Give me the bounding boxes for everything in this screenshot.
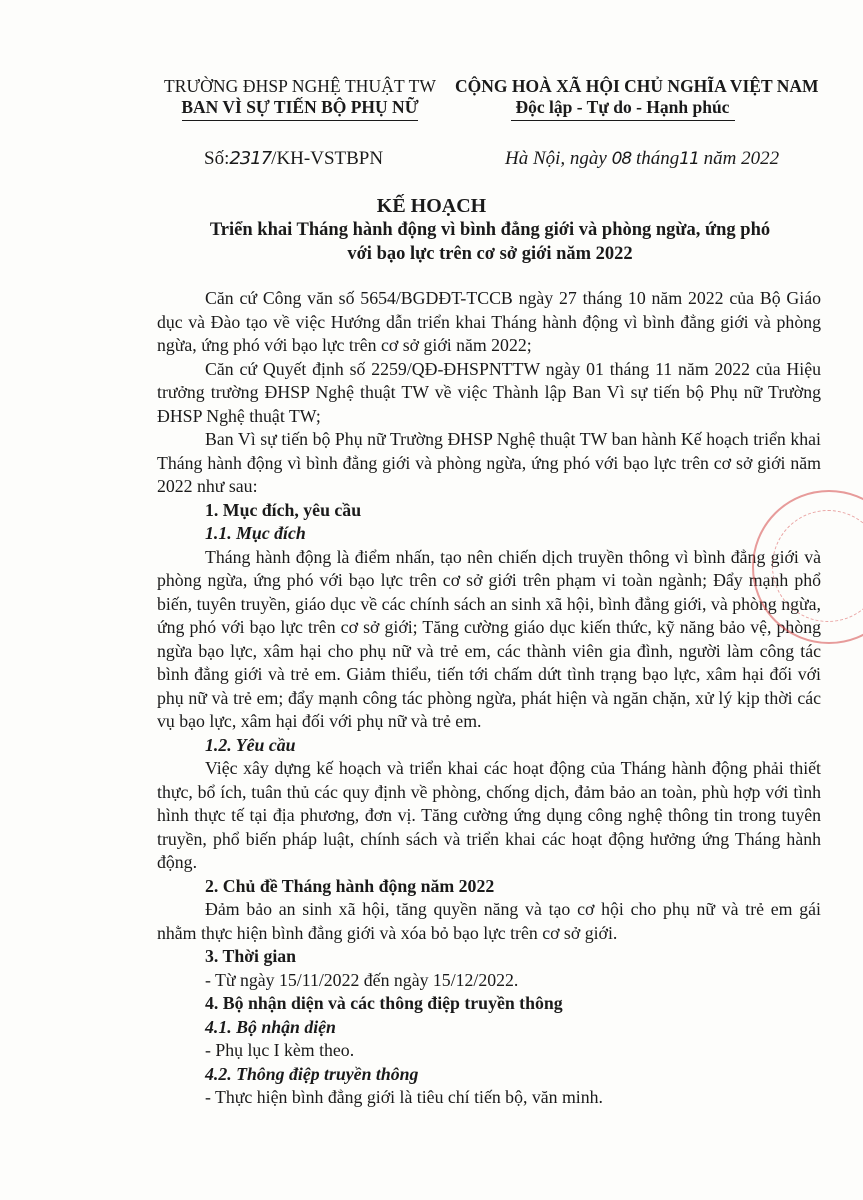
subsection-heading-1-2: 1.2. Yêu cầu <box>205 734 296 755</box>
list-item-timeframe: - Từ ngày 15/11/2022 đến ngày 15/12/2022. <box>205 969 519 990</box>
national-title: CỘNG HOÀ XÃ HỘI CHỦ NGHĨA VIỆT NAM <box>455 76 819 96</box>
doc-number-handwritten: 2317 <box>229 148 272 169</box>
paragraph-legal-basis-2: Căn cứ Quyết định số 2259/QĐ-ĐHSPNTTW ngày 01 tháng 11 năm 2022 của Hiệu trưởng trường ĐHSP Nghệ thuật TW về việc Thành lập Ban Vì sự tiến bộ Phụ nữ Trường ĐHSP Nghệ thuật TW; <box>157 358 821 426</box>
national-motto: Độc lập - Tự do - Hạnh phúc <box>515 97 730 117</box>
date-day: 08 <box>611 149 632 169</box>
paragraph-issuance: Ban Vì sự tiến bộ Phụ nữ Trường ĐHSP Nghệ thuật TW ban hành Kế hoạch triển khai Tháng hành động vì bình đẳng giới và phòng ngừa, ứng phó với bạo lực trên cơ sở giới năm 2022 như sau: <box>157 429 821 496</box>
date-year: năm 2022 <box>703 148 780 169</box>
doc-number-suffix: /KH-VSTBPN <box>271 148 384 169</box>
subsection-heading-4-1: 4.1. Bộ nhận diện <box>205 1016 336 1037</box>
issuer-block <box>150 76 450 121</box>
doc-number-prefix: Số: <box>204 148 230 169</box>
issuer-school: TRƯỜNG ĐHSP NGHỆ THUẬT TW <box>163 76 437 96</box>
document-number <box>204 148 383 170</box>
paragraph-legal-basis-1: Căn cứ Công văn số 5654/BGDĐT-TCCB ngày 27 tháng 10 năm 2022 của Bộ Giáo dục và Đào tạo về việc Hướng dẫn triển khai Tháng hành động vì bình đẳng giới và phòng ngừa, ứng phó với bạo lực trên cơ sở giới năm 2022; <box>157 288 821 355</box>
subsection-heading-1-1: 1.1. Mục đích <box>205 523 306 543</box>
list-item-message: - Thực hiện bình đẳng giới là tiêu chí tiến bộ, văn minh. <box>205 1087 603 1107</box>
document-body <box>157 287 821 1110</box>
paragraph-purpose: Tháng hành động là điểm nhấn, tạo nên chiến dịch truyền thông vì bình đẳng giới và phòng ngừa, ứng phó với bạo lực trên cơ sở giới trên phạm vi toàn ngành; Đẩy mạnh phổ biến, tuyên truyền, giáo dục về các chính sách an sinh xã hội, bình đẳng giới, và phòng ngừa, ứng phó với bạo lực trên cơ sở giới; Tăng cường giáo dục kiến thức, kỹ năng bảo vệ, phòng ngừa bạo lực, xâm hại cho phụ nữ và trẻ em, các thành viên gia đình, người làm công tác bình đẳng giới và trẻ em. Giảm thiểu, tiến tới chấm dứt tình trạng bạo lực, xâm hại đối với phụ nữ và trẻ em; đẩy mạnh công tác phòng ngừa, phát hiện và ngăn chặn, xử lý kịp thời các vụ bạo lực, xâm hại đối với phụ nữ và trẻ em. <box>157 546 821 731</box>
subtitle-line-1: Triển khai Tháng hành động vì bình đẳng giới và phòng ngừa, ứng phó <box>209 220 771 240</box>
paragraph-requirements: Việc xây dựng kế hoạch và triển khai các hoạt động của Tháng hành động phải thiết thực, bổ ích, tuân thủ các quy định về phòng, chống dịch, đảm bảo an toàn, phù hợp với tình hình thực tế tại địa phương, đơn vị. Tăng cường ứng dụng công nghệ thông tin trong tuyên truyền, phổ biến pháp luật, chính sách và triển khai các hoạt động hưởng ứng Tháng hành động. <box>157 758 821 872</box>
date-month: 11 <box>679 149 699 169</box>
document-title: KẾ HOẠCH <box>376 195 487 217</box>
motto-underline <box>511 120 735 121</box>
issuer-underline <box>182 120 418 121</box>
section-heading-4: 4. Bộ nhận diện và các thông điệp truyền thông <box>205 993 563 1013</box>
paragraph-theme: Đảm bảo an sinh xã hội, tăng quyền năng và tạo cơ hội cho phụ nữ và trẻ em gái nhằm thực hiện bình đẳng giới và xóa bỏ bạo lực trên cơ sở giới. <box>157 899 821 943</box>
subsection-heading-4-2: 4.2. Thông điệp truyền thông <box>205 1063 419 1084</box>
issuer-unit: BAN VÌ SỰ TIẾN BỘ PHỤ NỮ <box>181 97 419 117</box>
subtitle-line-2: với bạo lực trên cơ sở giới năm 2022 <box>347 244 633 264</box>
national-header <box>455 76 819 121</box>
section-heading-3: 3. Thời gian <box>205 946 297 966</box>
section-heading-1: 1. Mục đích, yêu cầu <box>205 499 362 520</box>
date-prefix: Hà Nội, ngày <box>505 148 607 169</box>
document-subtitle <box>140 218 840 266</box>
document-date <box>505 148 779 170</box>
list-item-appendix: - Phụ lục I kèm theo. <box>205 1040 355 1060</box>
date-month-label: tháng <box>636 148 680 169</box>
section-heading-2: 2. Chủ đề Tháng hành động năm 2022 <box>205 875 495 896</box>
